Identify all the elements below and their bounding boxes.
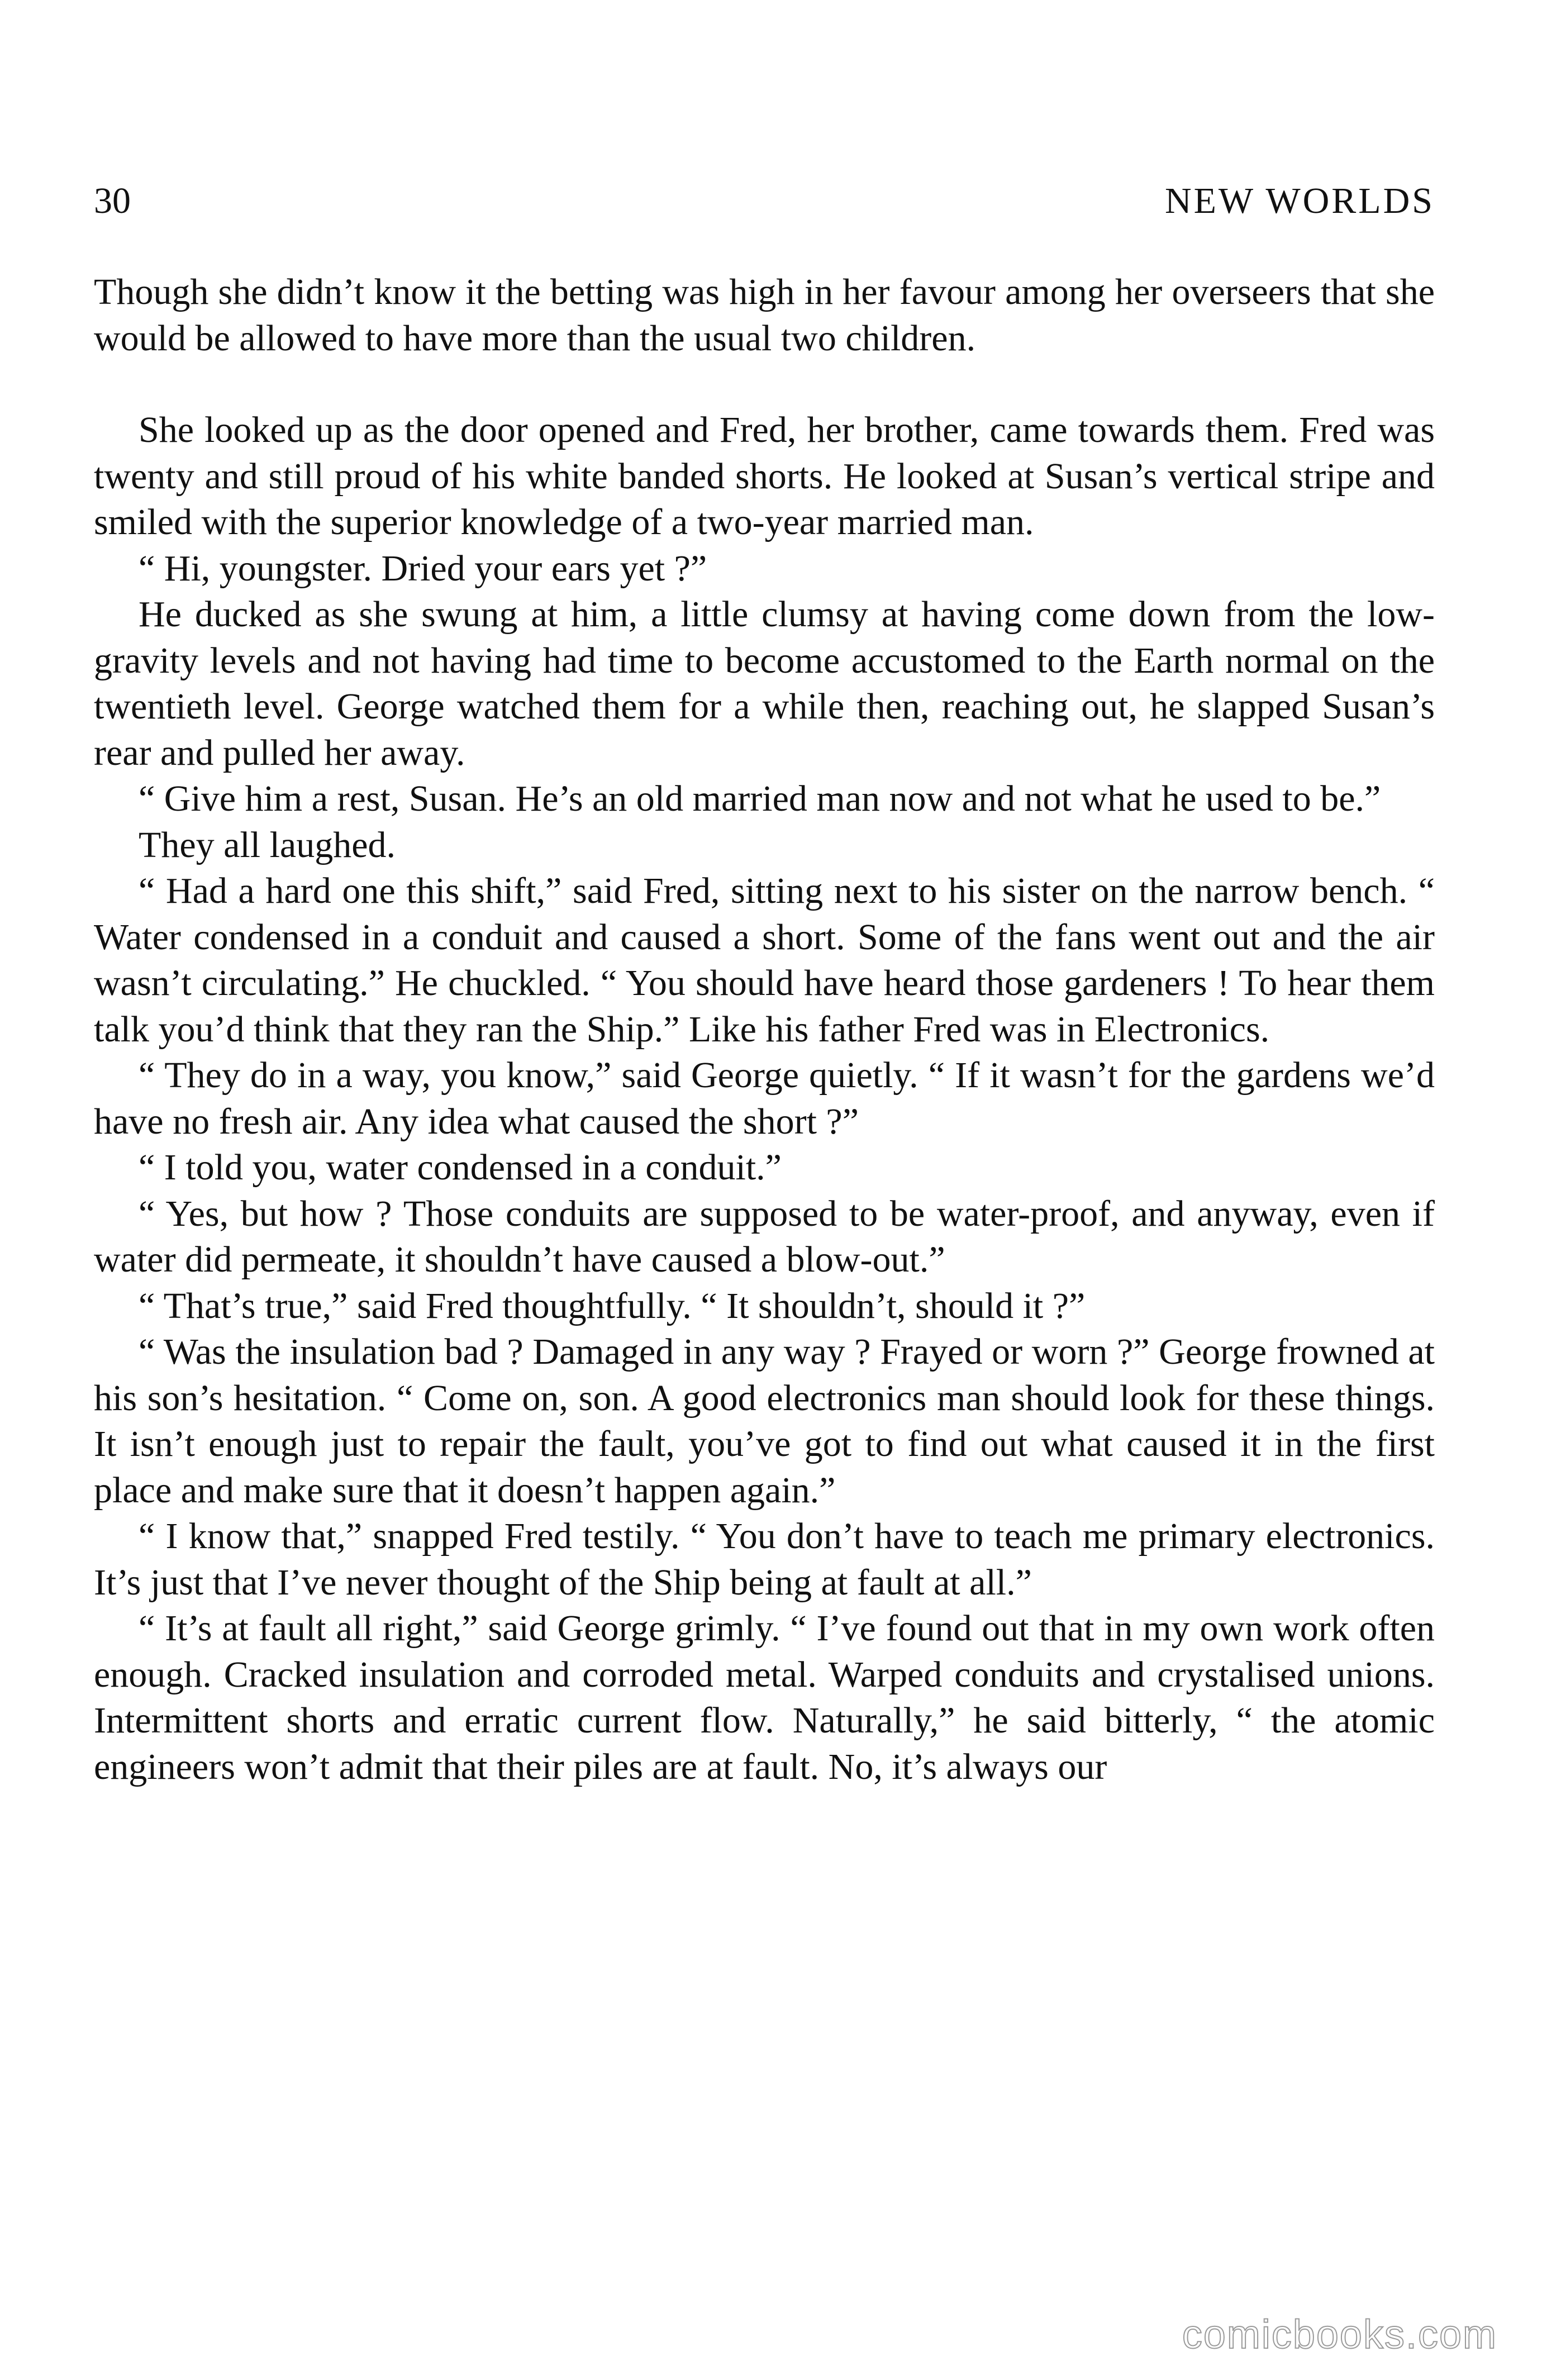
paragraph: “ That’s true,” said Fred thoughtfully. “ It shouldn’t, should it ?” <box>139 1285 1086 1326</box>
page-number: 30 <box>94 180 131 221</box>
paragraph: He ducked as she swung at him, a little clumsy at having come down from the low-gravity levels and not having had time to become accustomed to the Earth normal on the twentieth level. George watched them for a while then, reaching out, he slapped Susan’s rear and pulled her away. <box>94 594 1435 773</box>
paragraph: She looked up as the door opened and Fred, her brother, came towards them. Fred was twenty and still proud of his white banded shorts. He looked at Susan’s vertical stripe and smiled with the superior knowledge of a two-year married man. <box>94 410 1435 542</box>
paragraph: Though she didn’t know it the betting was high in her favour among her overseers that she would be allowed to have more than the usual two children. <box>94 272 1435 359</box>
paragraph: “ Had a hard one this shift,” said Fred, sitting next to his sister on the narrow bench. “ Water condensed in a conduit and caused a short. Some of the fans went out and the air wasn’t circulating.” He chuckled. “ You should have heard those gardeners ! To hear them talk you’d think that they ran the Ship.” Like his father Fred was in Electronics. <box>94 870 1435 1050</box>
paragraph: “ Was the insulation bad ? Damaged in any way ? Frayed or worn ?” George frowned at his son’s hesitation. “ Come on, son. A good electronics man should look for these things. It isn’t enough just to repair the fault, you’ve got to find out what caused it in the first place and make sure that it doesn’t happen again.” <box>94 1331 1435 1511</box>
page-header <box>94 174 1435 228</box>
paragraph: They all laughed. <box>139 824 396 865</box>
paragraph: “ They do in a way, you know,” said George quietly. “ If it wasn’t for the gardens we’d have no fresh air. Any idea what caused the short ?” <box>94 1055 1435 1142</box>
watermark: comicbooks.com <box>1182 2312 1497 2357</box>
paragraph: “ Yes, but how ? Those conduits are supposed to be water-proof, and anyway, even if water did permeate, it shouldn’t have caused a blow-out.” <box>94 1193 1435 1280</box>
paragraph: “ Give him a rest, Susan. He’s an old married man now and not what he used to be.” <box>139 778 1381 819</box>
body-text <box>94 269 1435 1790</box>
running-title: NEW WORLDS <box>1164 180 1435 221</box>
paragraph: “ Hi, youngster. Dried your ears yet ?” <box>139 548 707 589</box>
paragraph: “ I know that,” snapped Fred testily. “ You don’t have to teach me primary electronics. It’s just that I’ve never thought of the Ship being at fault at all.” <box>94 1516 1435 1603</box>
paragraph: “ It’s at fault all right,” said George grimly. “ I’ve found out that in my own work often enough. Cracked insulation and corroded metal. Warped conduits and crystalised unions. Intermittent shorts and erratic current flow. Naturally,” he said bitterly, “ the atomic engineers won’t admit that their piles are at fault. No, it’s always our <box>94 1608 1435 1787</box>
paragraph: “ I told you, water condensed in a conduit.” <box>139 1147 782 1188</box>
